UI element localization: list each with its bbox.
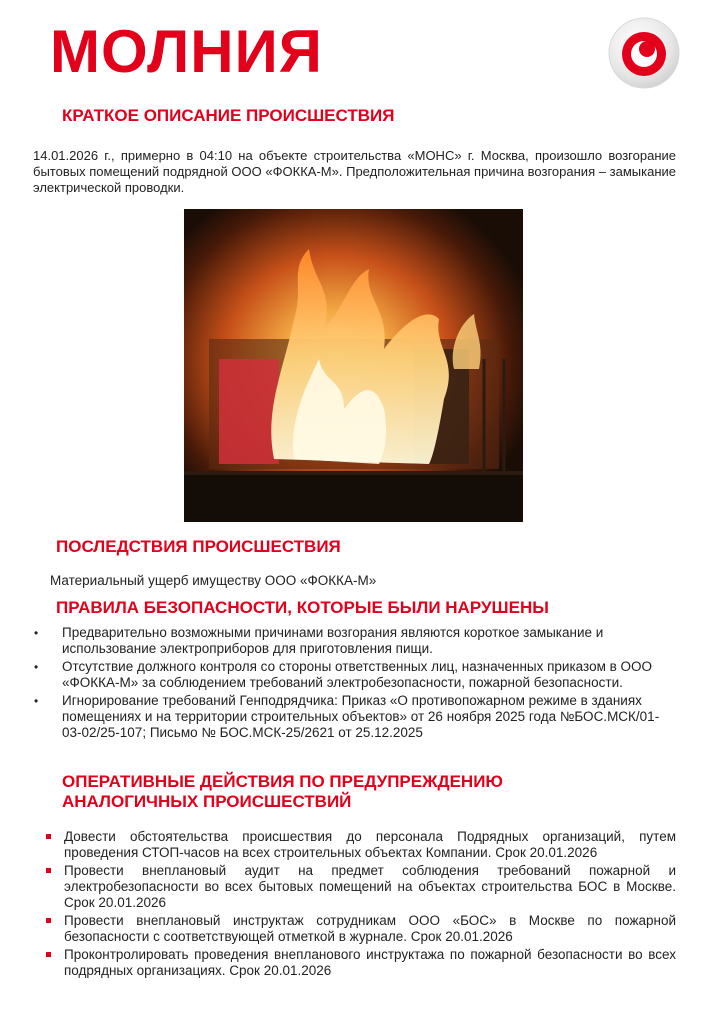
bullet-icon <box>46 834 51 839</box>
actions-list <box>64 829 676 981</box>
list-item: • Предварительно возможными причинами возгорания являются короткое замыкание и использование электроприборов для приготовления пищи. <box>34 625 604 656</box>
bullet-icon <box>46 868 51 873</box>
violations-list <box>34 625 662 743</box>
consequences-section-title: ПОСЛЕДСТВИЯ ПРОИСШЕСТВИЯ <box>56 537 341 556</box>
bullet-icon: • <box>34 626 39 640</box>
fire-photo <box>184 209 523 522</box>
bullet-icon <box>46 918 51 923</box>
list-item: Провести внеплановый инструктаж сотрудникам ООО «БОС» в Москве по пожарной безопасности с соответствующей отметкой в журнале. Срок 20.01.2026 <box>64 913 676 945</box>
bullet-icon: • <box>34 694 39 708</box>
consequences-text: Материальный ущерб имуществу ООО «ФОККА-М» <box>50 573 377 588</box>
violations-section-title: ПРАВИЛА БЕЗОПАСНОСТИ, КОТОРЫЕ БЫЛИ НАРУШЕНЫ <box>56 598 549 617</box>
bullet-icon <box>46 952 51 957</box>
list-item: Проконтролировать проведения внепланового инструктажа по пожарной безопасности во всех подрядных организациях. Срок 20.01.2026 <box>64 947 676 979</box>
description-text: 14.01.2026 г., примерно в 04:10 на объекте строительства «МОНС» г. Москва, произошло возгорание бытовых помещений подрядной ООО «ФОККА-М». Предположительная причина возгорания – замыкание электрической проводки. <box>33 148 676 195</box>
list-item: • Игнорирование требований Генподрядчика: Приказ «О противопожарном режиме в зданиях помещениях и на территории строительных объектов» от 26 ноября 2025 года №БОС.МСК/01-03-02/25-107; Письмо № БОС.МСК-25/2621 от 25.12.2025 <box>34 693 660 740</box>
list-item: • Отсутствие должного контроля со стороны ответственных лиц, назначенных приказом в ООО «ФОККА-М» за соблюдением требований электробезопасности, пожарной безопасности. <box>34 659 653 690</box>
actions-section-title: ОПЕРАТИВНЫЕ ДЕЙСТВИЯ ПО ПРЕДУПРЕЖДЕНИЮ АНАЛОГИЧНЫХ ПРОИСШЕСТВИЙ <box>62 772 503 811</box>
brand-logo-icon <box>607 16 681 90</box>
list-item: Довести обстоятельства происшествия до персонала Подрядных организаций, путем проведения СТОП-часов на всех строительных объектах Компании. Срок 20.01.2026 <box>64 829 676 861</box>
list-item: Провести внеплановый аудит на предмет соблюдения требований пожарной и электробезопасности во всех бытовых помещений на объектах строительства БОС в Москве. Срок 20.01.2026 <box>64 863 676 911</box>
bullet-icon: • <box>34 660 39 674</box>
page-title: МОЛНИЯ <box>50 18 323 85</box>
description-section-title: КРАТКОЕ ОПИСАНИЕ ПРОИСШЕСТВИЯ <box>62 106 395 125</box>
